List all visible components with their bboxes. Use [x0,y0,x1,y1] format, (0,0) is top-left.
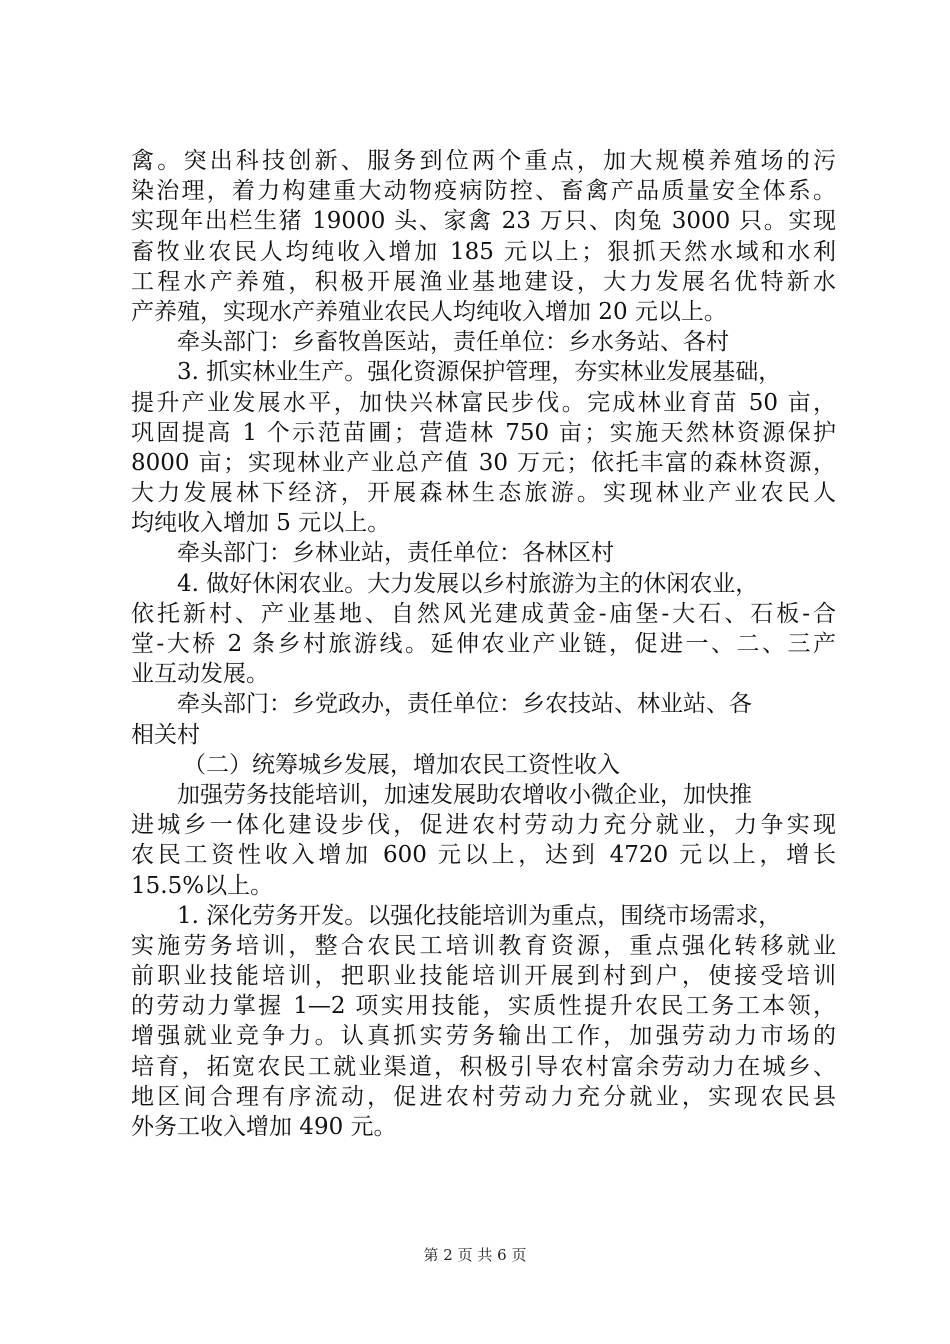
text-line: 牵头部门：乡林业站，责任单位：各林区村 [177,540,614,567]
text-line: 均纯收入增加 5 元以上。 [131,510,391,537]
text-line: 工程水产养殖，积极开展渔业基地建设，大力发展名优特新水 [131,268,836,295]
text-line: 1. 深化劳务开发。以强化技能培训为重点，围绕市场需求， [177,902,782,929]
text-line: （二）统筹城乡发展，增加农民工资性收入 [183,751,620,778]
text-line: 染治理，着力构建重大动物疫病防控、畜禽产品质量安全体系。 [131,178,836,205]
text-line: 前职业技能培训，把职业技能培训开展到村到户，使接受培训 [131,963,836,990]
text-line: 培育，拓宽农民工就业渠道，积极引导农村富余劳动力在城乡、 [131,1053,836,1080]
text-line: 业互动发展。 [131,661,269,688]
page-footer: 第 2 页 共 6 页 [423,1246,527,1264]
text-line: 外务工收入增加 490 元。 [131,1114,397,1140]
text-line: 农民工资性收入增加 600 元以上，达到 4720 元以上，增长 [131,842,836,869]
text-line: 禽。突出科技创新、服务到位两个重点，加大规模养殖场的污 [131,148,836,174]
text-line: 4. 做好休闲农业。大力发展以乡村旅游为主的休闲农业， [177,570,759,597]
text-line: 的劳动力掌握 1—2 项实用技能，实质性提升农民工务工本领， [131,993,836,1020]
text-line: 15.5%以上。 [131,872,274,899]
text-line: 巩固提高 1 个示范苗圃；营造林 750 亩；实施天然林资源保护 [131,419,836,446]
text-line: 实施劳务培训，整合农民工培训教育资源，重点强化转移就业 [131,932,836,959]
text-line: 进城乡一体化建设步伐，促进农村劳动力充分就业，力争实现 [131,812,836,839]
text-line: 实现年出栏生猪 19000 头、家禽 23 万只、肉兔 3000 只。实现 [131,208,836,235]
text-line: 增强就业竞争力。认真抓实劳务输出工作，加强劳动力市场的 [131,1023,836,1050]
text-line: 地区间合理有序流动，促进农村劳动力充分就业，实现农民县 [131,1083,836,1110]
text-line: 相关村 [131,721,200,748]
text-line: 堂-大桥 2 条乡村旅游线。延伸农业产业链，促进一、二、三产 [131,631,836,657]
text-line: 大力发展林下经济，开展森林生态旅游。实现林业产业农民人 [131,480,836,507]
text-line: 牵头部门：乡畜牧兽医站，责任单位：乡水务站、各村 [177,329,729,356]
text-line: 加强劳务技能培训，加速发展助农增收小微企业，加快推 [177,781,752,808]
text-line: 产养殖，实现水产养殖业农民人均纯收入增加 20 元以上。 [131,298,727,325]
text-line: 畜牧业农民人均纯收入增加 185 元以上；狠抓天然水域和水利 [131,238,836,265]
text-line: 牵头部门：乡党政办，责任单位：乡农技站、林业站、各 [177,691,752,718]
text-line: 提升产业发展水平，加快兴林富民步伐。完成林业育苗 50 亩， [131,389,836,416]
document-body [131,146,836,1142]
text-line: 3. 抓实林业生产。强化资源保护管理，夯实林业发展基础， [177,359,782,386]
text-line: 8000 亩；实现林业产业总产值 30 万元；依托丰富的森林资源， [131,449,836,476]
text-line: 依托新村、产业基地、自然风光建成黄金-庙堡-大石、石板-合 [131,600,836,627]
